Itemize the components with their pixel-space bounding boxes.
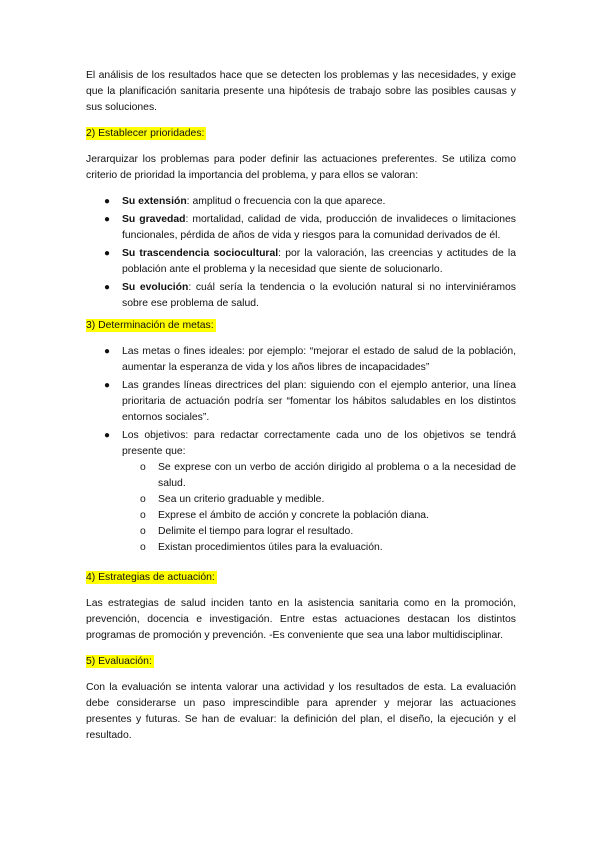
- list-item: [86, 428, 516, 556]
- section-2-text: Jerarquizar los problemas para poder definir las actuaciones preferentes. Se utiliza como criterio de prioridad la importancia del problema, y para ellos se valoran:: [86, 154, 516, 181]
- goals-list: [86, 344, 516, 556]
- bullet-icon: ●: [104, 282, 111, 293]
- sublist-item: [122, 540, 516, 556]
- subitem-text: Existan procedimientos útiles para la evaluación.: [158, 542, 383, 553]
- section-4-text: Las estrategias de salud inciden tanto en la asistencia sanitaria como en la promoción, prevención, docencia e investigación. Entre estas actuaciones destacan los distintos programas de promoción y prevención. -Es conveniente que sea una labor multidisciplinar.: [86, 598, 516, 641]
- section-3-heading: [86, 318, 516, 334]
- section-5-heading: [86, 654, 516, 670]
- circle-bullet-icon: o: [140, 542, 146, 553]
- list-item: [86, 246, 516, 278]
- bullet-icon: ●: [104, 380, 111, 391]
- item-text: Las grandes líneas directrices del plan: siguiendo con el ejemplo anterior, una línea prioritaria de actuación podría ser “fomentar los hábitos saludables en los distintos entornos sociales”.: [122, 380, 516, 423]
- spacer: [86, 562, 516, 570]
- item-text: Las metas o fines ideales: por ejemplo: “mejorar el estado de salud de la población, aumentar la esperanza de vida y los años libres de incapacidades”: [122, 346, 516, 373]
- list-item: [86, 378, 516, 426]
- intro-paragraph: El análisis de los resultados hace que se detecten los problemas y las necesidades, y exige que la planificación sanitaria presente una hipótesis de trabajo sobre las posibles causas y sus soluciones.: [86, 70, 516, 113]
- item-term: Su gravedad: [122, 214, 186, 225]
- section-5-text: Con la evaluación se intenta valorar una actividad y los resultados de esta. La evaluación debe considerarse un paso imprescindible para aprender y mejorar las actuaciones presentes y futuras. Se han de evaluar: la definición del plan, el diseño, la ejecución y el resultado.: [86, 682, 516, 741]
- priority-criteria-list: [86, 194, 516, 312]
- circle-bullet-icon: o: [140, 494, 146, 505]
- bullet-icon: ●: [104, 430, 111, 441]
- list-item: [86, 280, 516, 312]
- list-item: [86, 212, 516, 244]
- bullet-icon: ●: [104, 214, 111, 225]
- item-term: Su evolución: [122, 282, 189, 293]
- bullet-icon: ●: [104, 248, 111, 259]
- circle-bullet-icon: o: [140, 462, 146, 473]
- item-text: : cuál sería la tendencia o la evolución natural si no interviniéramos sobre ese problema de salud.: [122, 282, 516, 309]
- subitem-text: Se exprese con un verbo de acción dirigido al problema o a la necesidad de salud.: [158, 462, 516, 489]
- objectives-sublist: [122, 460, 516, 556]
- sublist-item: [122, 492, 516, 508]
- sublist-item: [122, 524, 516, 540]
- item-text: Los objetivos: para redactar correctamente cada uno de los objetivos se tendrá presente que:: [122, 430, 516, 457]
- item-text: : por la valoración, las creencias y actitudes de la población ante el problema y la necesidad que siente de solucionarlo.: [122, 248, 517, 275]
- circle-bullet-icon: o: [140, 510, 146, 521]
- list-item: [86, 194, 516, 210]
- circle-bullet-icon: o: [140, 526, 146, 537]
- section-3-heading-text: 3) Determinación de metas:: [86, 320, 214, 331]
- bullet-icon: ●: [104, 196, 111, 207]
- item-text: : amplitud o frecuencia con la que aparece.: [186, 196, 386, 207]
- list-item: [86, 344, 516, 376]
- subitem-text: Exprese el ámbito de acción y concrete la población diana.: [158, 510, 429, 521]
- sublist-item: [122, 508, 516, 524]
- section-5-heading-text: 5) Evaluación:: [86, 656, 152, 667]
- subitem-text: Delimite el tiempo para lograr el resultado.: [158, 526, 354, 537]
- section-4-heading-text: 4) Estrategias de actuación:: [86, 572, 215, 583]
- section-4-heading: [86, 570, 516, 586]
- subitem-text: Sea un criterio graduable y medible.: [158, 494, 325, 505]
- sublist-item: [122, 460, 516, 492]
- section-2-heading: [86, 126, 516, 142]
- item-text: : mortalidad, calidad de vida, producción de invalideces o limitaciones funcionales, pérdida de años de vida y riesgos para la comunidad derivados de él.: [122, 214, 516, 241]
- item-term: Su trascendencia sociocultural: [122, 248, 279, 259]
- item-term: Su extensión: [122, 196, 187, 207]
- section-2-heading-text: 2) Establecer prioridades:: [86, 128, 205, 139]
- bullet-icon: ●: [104, 346, 111, 357]
- document-page: [86, 68, 516, 754]
